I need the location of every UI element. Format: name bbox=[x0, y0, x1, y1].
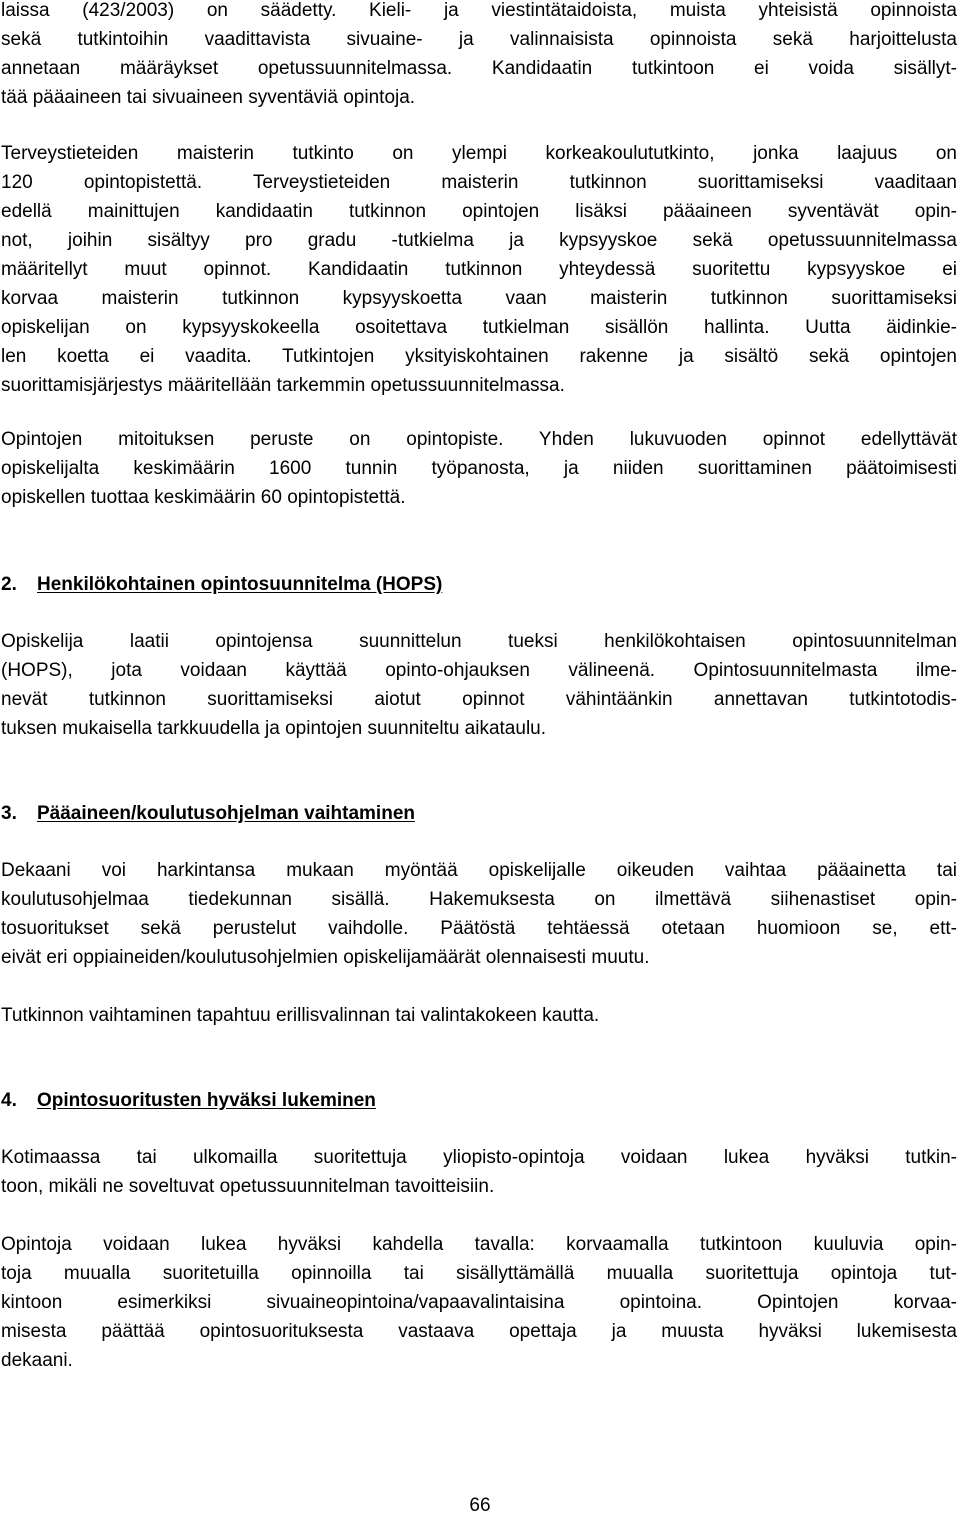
intro-paragraph bbox=[1, 0, 957, 112]
text-line: toja muualla suoritetuilla opinnoilla tai sisällyttämällä muualla suoritettuja opintoja tut- bbox=[1, 1263, 957, 1284]
page-number: 66 bbox=[469, 1495, 491, 1516]
text-line: not, joihin sisältyy pro gradu -tutkielma ja kypsyyskoe sekä opetussuunnitelmassa bbox=[1, 230, 957, 251]
section-number: 2. bbox=[1, 574, 17, 595]
text-line: Opintojen mitoituksen peruste on opintopiste. Yhden lukuvuoden opinnot edellyttävät bbox=[1, 429, 957, 450]
text-line: edellä mainittujen kandidaatin tutkinnon opintojen lisäksi pääaineen syventävät opin- bbox=[1, 201, 957, 222]
text-line: tuksen mukaisella tarkkuudella ja opintojen suunniteltu aikataulu. bbox=[1, 718, 547, 739]
text-line: dekaani. bbox=[1, 1350, 73, 1371]
hops-paragraph bbox=[1, 627, 957, 743]
text-line: toon, mikäli ne soveltuvat opetussuunnitelman tavoitteisiin. bbox=[1, 1176, 495, 1197]
degree-change-paragraph bbox=[1, 1001, 957, 1030]
master-degree-paragraph bbox=[1, 139, 957, 400]
text-line: Opiskelija laatii opintojensa suunnittelun tueksi henkilökohtaisen opintosuunnitelman bbox=[1, 631, 957, 652]
section-title: Opintosuoritusten hyväksi lukeminen bbox=[37, 1090, 376, 1111]
section-number: 4. bbox=[1, 1090, 17, 1111]
text-line: opiskelijalta keskimäärin 1600 tunnin työpanosta, ja niiden suorittaminen päätoimisesti bbox=[1, 458, 957, 479]
text-line: Opintoja voidaan lukea hyväksi kahdella tavalla: korvaamalla tutkintoon kuuluvia opin- bbox=[1, 1234, 957, 1255]
text-line: 120 opintopistettä. Terveystieteiden maisterin tutkinnon suorittamiseksi vaaditaan bbox=[1, 172, 957, 193]
section-number: 3. bbox=[1, 803, 17, 824]
credits-paragraph bbox=[1, 425, 957, 512]
text-line: Terveystieteiden maisterin tutkinto on ylempi korkeakoulututkinto, jonka laajuus on bbox=[1, 143, 957, 164]
text-line: misesta päättää opintosuorituksesta vastaava opettaja ja muusta hyväksi lukemisesta bbox=[1, 1321, 957, 1342]
text-line: tää pääaineen tai sivuaineen syventäviä opintoja. bbox=[1, 87, 416, 108]
text-line: Tutkinnon vaihtaminen tapahtuu erillisvalinnan tai valintakokeen kautta. bbox=[1, 1005, 600, 1026]
text-line: Dekaani voi harkintansa mukaan myöntää opiskelijalle oikeuden vaihtaa pääainetta tai bbox=[1, 860, 957, 881]
section-heading-credit-transfer bbox=[1, 1086, 376, 1115]
text-line: eivät eri oppiaineiden/koulutusohjelmien opiskelijamäärät olennaisesti muutu. bbox=[1, 947, 650, 968]
section-heading-major-change bbox=[1, 799, 415, 828]
text-line: opiskellen tuottaa keskimäärin 60 opintopistettä. bbox=[1, 487, 406, 508]
major-change-paragraph bbox=[1, 856, 957, 972]
text-line: opiskelijan on kypsyyskokeella osoitettava tutkielman sisällön hallinta. Uutta äidinkie- bbox=[1, 317, 957, 338]
text-line: annetaan määräykset opetussuunnitelmassa. Kandidaatin tutkintoon ei voida sisällyt- bbox=[1, 58, 957, 79]
text-line: kintoon esimerkiksi sivuaineopintoina/vapaavalintaisina opintoina. Opintojen korvaa- bbox=[1, 1292, 957, 1313]
text-line: määritellyt muut opinnot. Kandidaatin tutkinnon yhteydessä suoritettu kypsyyskoe ei bbox=[1, 259, 957, 280]
text-line: koulutusohjelmaa tiedekunnan sisällä. Hakemuksesta on ilmettävä siihenastiset opin- bbox=[1, 889, 957, 910]
text-line: tosuoritukset sekä perustelut vaihdolle. Päätöstä tehtäessä otetaan huomioon se, ett- bbox=[1, 918, 957, 939]
section-title: Pääaineen/koulutusohjelman vaihtaminen bbox=[37, 803, 415, 824]
text-line: (HOPS), jota voidaan käyttää opinto-ohjauksen välineenä. Opintosuunnitelmasta ilme- bbox=[1, 660, 957, 681]
text-line: suorittamisjärjestys määritellään tarkemmin opetussuunnitelmassa. bbox=[1, 375, 565, 396]
text-line: sekä tutkintoihin vaadittavista sivuaine- ja valinnaisista opinnoista sekä harjoittelusta bbox=[1, 29, 957, 50]
credit-transfer-paragraph bbox=[1, 1143, 957, 1201]
text-line: korvaa maisterin tutkinnon kypsyyskoetta vaan maisterin tutkinnon suorittamiseksi bbox=[1, 288, 957, 309]
credit-transfer-methods-paragraph bbox=[1, 1230, 957, 1375]
section-heading-hops bbox=[1, 570, 442, 599]
text-line: nevät tutkinnon suorittamiseksi aiotut opinnot vähintäänkin annettavan tutkintotodis- bbox=[1, 689, 957, 710]
text-line: len koetta ei vaadita. Tutkintojen yksityiskohtainen rakenne ja sisältö sekä opintojen bbox=[1, 346, 957, 367]
section-title: Henkilökohtainen opintosuunnitelma (HOPS) bbox=[37, 574, 443, 595]
text-line: laissa (423/2003) on säädetty. Kieli- ja viestintätaidoista, muista yhteisistä opinnoista bbox=[1, 0, 957, 21]
text-line: Kotimaassa tai ulkomailla suoritettuja yliopisto-opintoja voidaan lukea hyväksi tutkin- bbox=[1, 1147, 957, 1168]
